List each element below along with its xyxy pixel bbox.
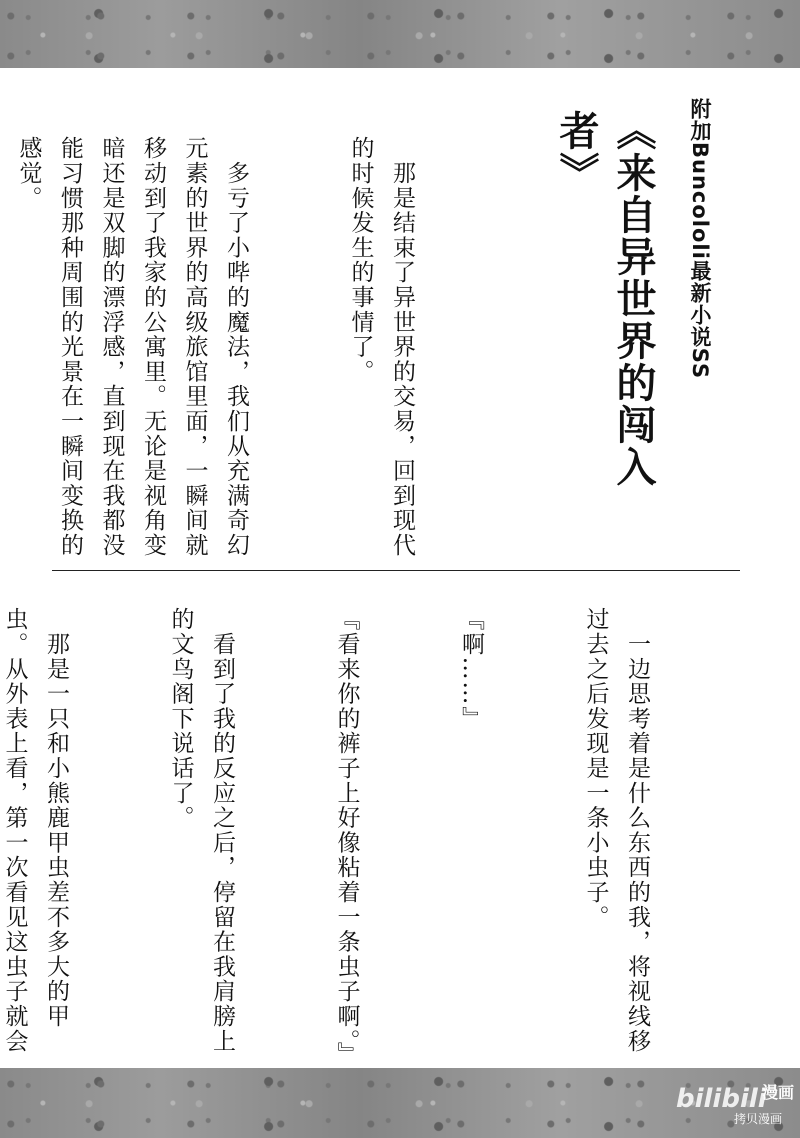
upper-text-section	[15, 92, 740, 562]
paragraph: 『看来你的裤子上好像粘着一条虫子啊。』	[333, 607, 360, 1067]
watermark-site: 拷贝漫画	[734, 1112, 783, 1126]
upper-body-text	[15, 136, 505, 576]
story-subtitle: 附加Buncololi最新小说SS	[688, 98, 712, 380]
top-texture-band	[0, 0, 800, 68]
paragraph: 多亏了小哔的魔法，我们从充满奇幻元素的世界的高级旅馆里面，一瞬间就移动到了我家的公寓里。无论是视角变暗还是双脚的漂浮感，直到现在我都没能习惯那种周围的光景在一瞬间变换的感觉。	[15, 136, 249, 558]
watermark-logo	[676, 1080, 794, 1132]
paragraph: 那是一只和小熊鹿甲虫差不多大的甲虫。从外表上看，第一次看见这虫子就会	[1, 607, 69, 1054]
section-divider	[52, 570, 740, 571]
lower-text-section	[1, 587, 740, 1067]
lower-body-text	[1, 607, 740, 1067]
paragraph: 一边思考着是什么东西的我，将视线移过去之后发现是一条小虫子。	[582, 607, 650, 1054]
story-title: 《来自异世界的闯入者》	[553, 110, 656, 488]
paragraph: 『啊……』	[458, 607, 484, 731]
watermark-brand: bilibili	[676, 1084, 767, 1114]
paragraph: 那是结束了异世界的交易，回到现代的时候发生的事情了。	[347, 136, 415, 558]
watermark-manga: 漫画	[762, 1083, 795, 1102]
paragraph: 看到了我的反应之后，停留在我肩膀上的文鸟阁下说话了。	[167, 607, 235, 1054]
